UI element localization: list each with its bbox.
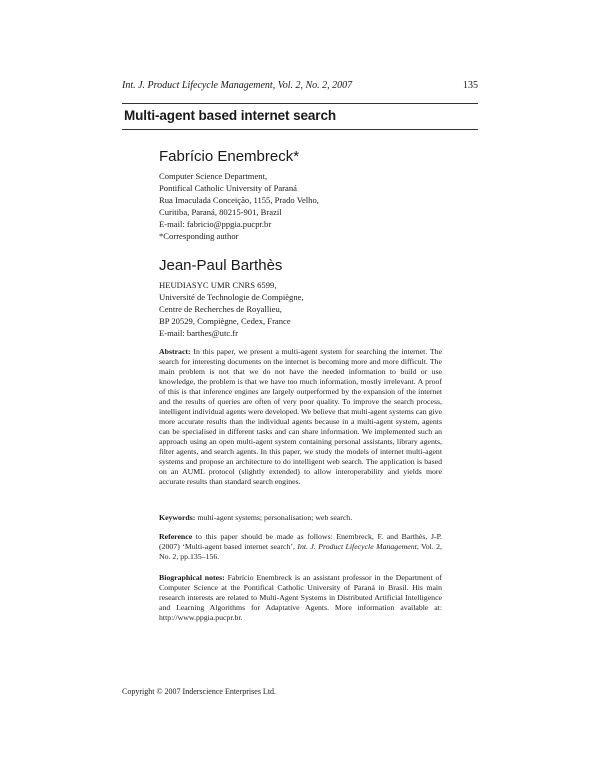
affiliation-line: Curitiba, Paraná, 80215-901, Brazil xyxy=(159,207,282,217)
author-affiliation xyxy=(159,170,479,242)
email-line: E-mail: barthes@utc.fr xyxy=(159,328,239,338)
reference-label: Reference xyxy=(159,532,193,541)
title-rule-top xyxy=(122,103,478,104)
affiliation-line: Rua Imaculada Conceição, 1155, Prado Velho, xyxy=(159,195,319,205)
keywords-text: multi-agent systems; personalisation; web search. xyxy=(195,513,353,522)
affiliation-line: BP 20529, Compiègne, Cedex, France xyxy=(159,316,291,326)
reference-text-end: , Vol. 2, No. 2, pp.135–156. xyxy=(159,542,442,561)
keywords-label: Keywords: xyxy=(159,513,196,522)
abstract xyxy=(159,347,442,487)
affiliation-line: Computer Science Department, xyxy=(159,171,268,181)
bio-label: Biographical notes: xyxy=(159,573,225,582)
reference xyxy=(159,532,442,562)
running-head xyxy=(122,80,478,92)
author-affiliation xyxy=(159,279,479,339)
affiliation-line: Université de Technologie de Compiègne, xyxy=(159,292,304,302)
keywords xyxy=(159,513,442,523)
bio-text: Fabrício Enembreck is an assistant professor in the Department of Computer Science at the Pontifical Catholic University of Paraná in Brasil. His main research interests are related to Multi-Agent Systems in Distributed Artificial Intelligence and Learning Algorithms for Adaptative Agents. More information available at: http://www.ppgia.pucpr.br. xyxy=(159,573,442,622)
affiliation-line: HEUDIASYC UMR CNRS 6599, xyxy=(159,280,277,290)
email-line: E-mail: fabricio@ppgia.pucpr.br xyxy=(159,219,272,229)
abstract-text: In this paper, we present a multi-agent system for searching the internet. The search for interesting documents on the internet is becoming more and more difficult. The main problem is not that we do not have the needed information to build or use knowledge, the problem is that we have too much information, mostly irrelevant. A proof of this is that inference engines are largely outperformed by the expansion of the internet and the results of queries are often of very poor quality. To improve the search process, intelligent individual agents were developed. We believe that multi-agent systems can give more accurate results than the individual agents because in a multi-agent system, agents can be specialised in different tasks and can share information. We implemented such an approach using an open multi-agent system containing personal assistants, library agents, filter agents, and search agents. In this paper, we study the models of internet multi-agent systems and propose an architecture to do intelligent web search. The application is based on an AUML protocol (slightly extended) to allow interoperability and yields more accurate results than standard search engines. xyxy=(159,347,442,486)
page-number: 135 xyxy=(463,80,478,91)
reference-journal: Int. J. Product Lifecycle Management xyxy=(297,542,417,551)
affiliation-line: Centre de Recherches de Royallieu, xyxy=(159,304,282,314)
author-name: Jean-Paul Barthès xyxy=(159,257,283,274)
abstract-label: Abstract: xyxy=(159,347,191,356)
reference-text: to this paper should be made as follows: Enembreck, F. and Barthès, J-P. (2007) ‘Multi-agent based internet search’, xyxy=(159,532,442,551)
journal-citation: Int. J. Product Lifecycle Management, Vol. 2, No. 2, 2007 xyxy=(122,80,353,91)
paper-title: Multi-agent based internet search xyxy=(124,108,336,123)
title-rule-bottom xyxy=(122,129,478,130)
author-name: Fabrício Enembreck* xyxy=(159,148,300,165)
affiliation-line: Pontifical Catholic University of Paraná xyxy=(159,183,297,193)
biographical-notes xyxy=(159,573,442,623)
corresponding-author-note: *Corresponding author xyxy=(159,231,239,241)
copyright-notice: Copyright © 2007 Inderscience Enterprises Ltd. xyxy=(122,687,277,696)
